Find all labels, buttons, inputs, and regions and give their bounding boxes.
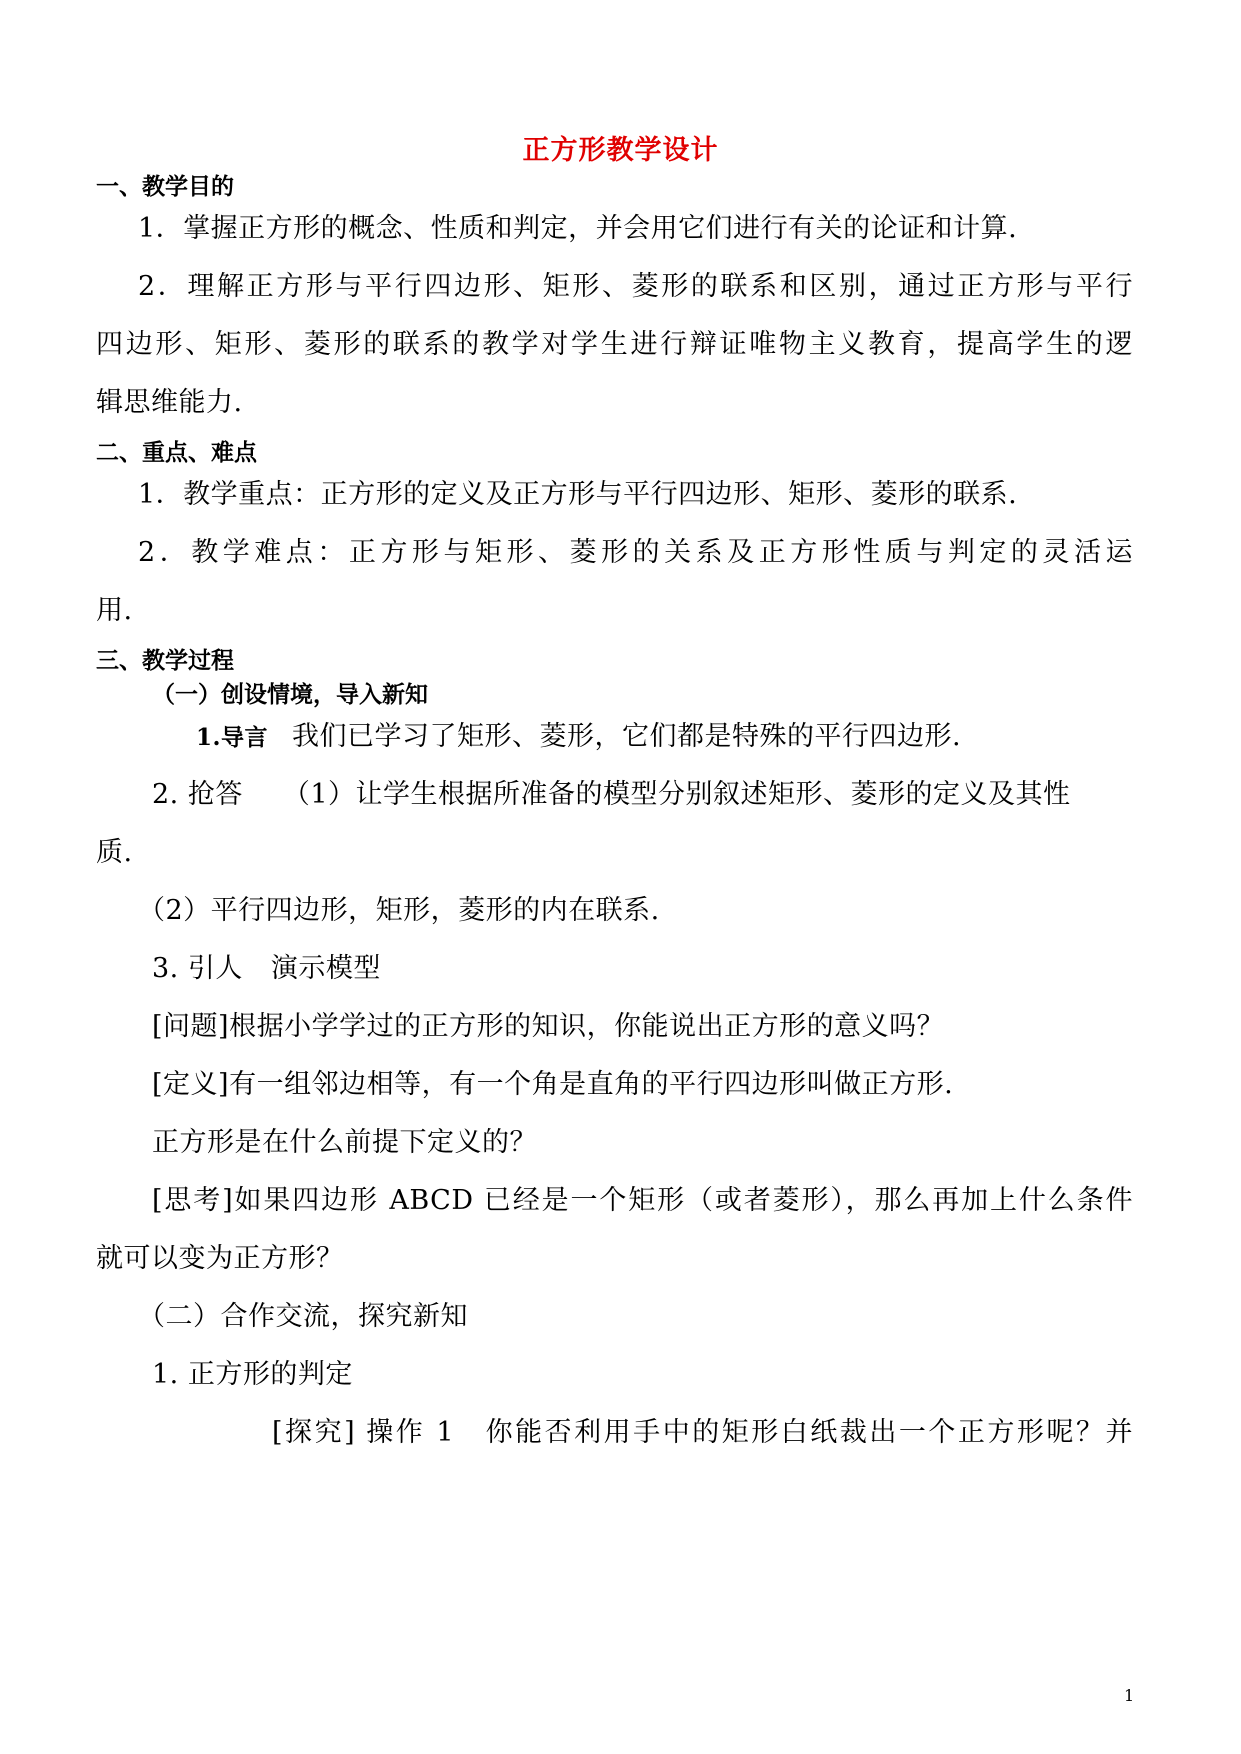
document-title: 正方形教学设计 [522,135,719,166]
page-number: 1 [1124,1686,1135,1705]
lead-paragraph [152,946,381,985]
qa-item-2: （2）平行四边形，矩形，菱形的内在联系. [138,895,660,926]
think-paragraph-line-2: 就可以变为正方形？ [96,1243,344,1274]
key-point-item-1: 1．教学重点：正方形的定义及正方形与平行四边形、矩形、菱形的联系. [138,479,1018,510]
section-heading-objectives: 一、教学目的 [96,173,234,200]
think-paragraph-line-1: [思考]如果四边形 ABCD 已经是一个矩形（或者菱形），那么再加上什么条件 [152,1185,1133,1216]
lead-label: 3. 引人 [152,953,243,984]
question-paragraph: [问题]根据小学学过的正方形的知识，你能说出正方形的意义吗？ [152,1011,945,1042]
objective-item-2-line-1: 2．理解正方形与平行四边形、矩形、菱形的联系和区别，通过正方形与平行 [138,271,1133,302]
explore-paragraph: [探究] 操作 1 你能否利用手中的矩形白纸裁出一个正方形呢？并 [272,1417,1133,1448]
definition-paragraph: [定义]有一组邻边相等，有一个角是直角的平行四边形叫做正方形. [152,1069,954,1100]
lead-text: 演示模型 [270,953,381,984]
qa-label: 2. 抢答 [152,779,243,810]
subsection-heading-1: （一）创设情境，导入新知 [152,681,428,708]
subsection-heading-2: （二）合作交流，探究新知 [138,1301,468,1332]
qa-text: （1）让学生根据所准备的模型分别叙述矩形、菱形的定义及其性 [282,779,1071,810]
qa-paragraph-line-1 [152,772,1071,811]
premise-paragraph: 正方形是在什么前提下定义的？ [152,1127,537,1158]
objective-item-2-line-3: 辑思维能力. [96,387,243,418]
objective-item-1: 1．掌握正方形的概念、性质和判定，并会用它们进行有关的论证和计算. [138,213,1018,244]
intro-text: 我们已学习了矩形、菱形，它们都是特殊的平行四边形. [292,721,962,752]
square-judgement-heading: 1. 正方形的判定 [152,1359,353,1390]
key-point-item-2-line-1: 2．教学难点：正方形与矩形、菱形的关系及正方形性质与判定的灵活运 [138,537,1133,568]
qa-paragraph-line-2: 质. [96,837,133,868]
section-heading-key-points: 二、重点、难点 [96,439,257,466]
key-point-item-2-line-2: 用. [96,595,133,626]
intro-paragraph [196,714,961,753]
intro-label: 1.导言 [196,724,269,751]
objective-item-2-line-2: 四边形、矩形、菱形的联系的教学对学生进行辩证唯物主义教育，提高学生的逻 [96,329,1133,360]
section-heading-process: 三、教学过程 [96,647,234,674]
